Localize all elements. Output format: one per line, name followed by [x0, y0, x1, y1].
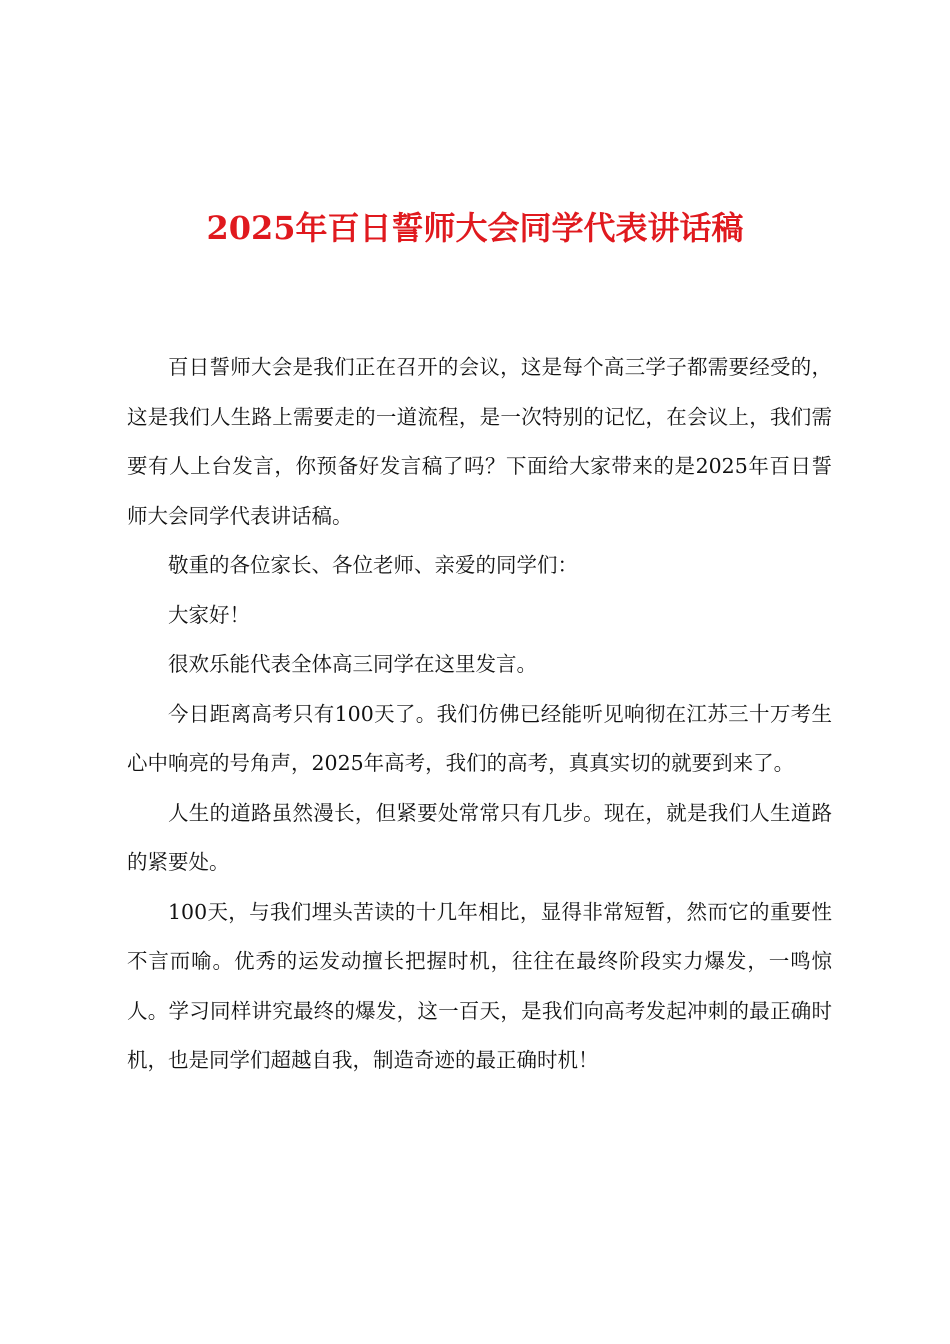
document-body	[127, 343, 832, 1086]
paragraph-opening: 很欢乐能代表全体高三同学在这里发言。	[168, 652, 537, 676]
document-title: 2025年百日誓师大会同学代表讲话稿	[206, 209, 744, 248]
paragraph-crucial-steps: 人生的道路虽然漫长，但紧要处常常只有几步。现在，就是我们人生道路的紧要处。	[127, 800, 832, 874]
paragraph-hundred-days: 100天，与我们埋头苦读的十几年相比，显得非常短暂，然而它的重要性不言而喻。优秀的运发动擅长把握时机，往往在最终阶段实力爆发，一鸣惊人。学习同样讲究最终的爆发，这一百天，是我们向高考发起冲刺的最正确时机，也是同学们超越自我，制造奇迹的最正确时机！	[127, 899, 832, 1072]
paragraph-greeting: 大家好！	[168, 602, 250, 627]
paragraph-salutation: 敬重的各位家长、各位老师、亲爱的同学们：	[168, 553, 578, 577]
paragraph-intro: 百日誓师大会是我们正在召开的会议，这是每个高三学子都需要经受的，这是我们人生路上需要走的一道流程，是一次特别的记忆，在会议上，我们需要有人上台发言，你预备好发言稿了吗？下面给大家带来的是2025年百日誓师大会同学代表讲话稿。	[127, 355, 832, 528]
paragraph-countdown: 今日距离高考只有100天了。我们仿佛已经能听见响彻在江苏三十万考生心中响亮的号角声，2025年高考，我们的高考，真真实切的就要到来了。	[127, 701, 832, 775]
